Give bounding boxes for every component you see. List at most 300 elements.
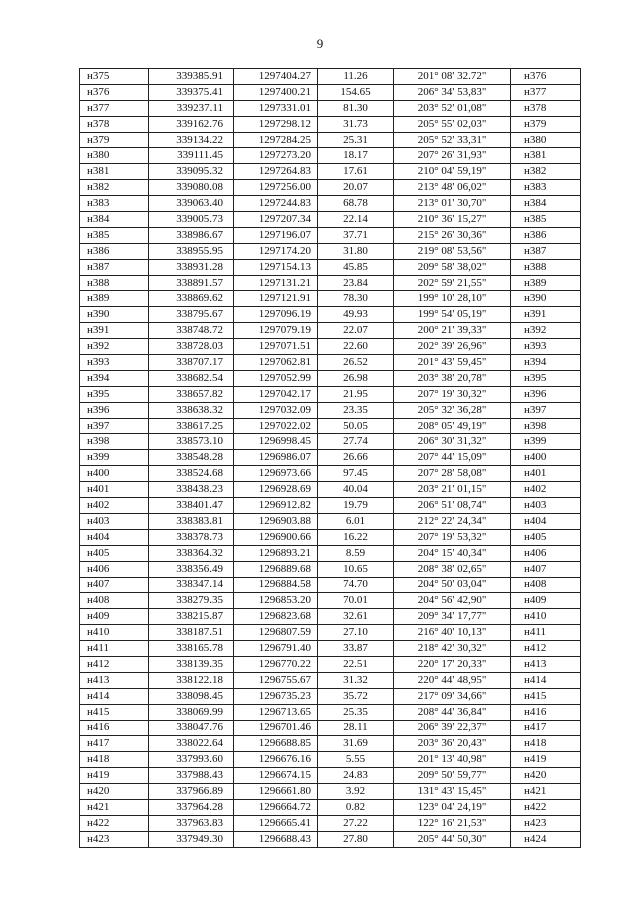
table-row (80, 275, 581, 291)
segment-length-cell: 21.95 (318, 386, 394, 402)
x-coordinate-cell: 338364.32 (149, 545, 234, 561)
direction-angle-cell: 205° 32' 36,28" (394, 402, 511, 418)
x-coordinate-cell: 338279.35 (149, 593, 234, 609)
direction-angle-cell: 203° 36' 20,43" (394, 736, 511, 752)
direction-angle-cell: 131° 43' 15,45" (394, 784, 511, 800)
x-coordinate-cell: 339385.91 (149, 69, 234, 85)
to-point-cell: н400 (511, 450, 581, 466)
coordinates-table-body (80, 69, 581, 848)
segment-length-cell: 70.01 (318, 593, 394, 609)
direction-angle-cell: 205° 55' 02,03" (394, 116, 511, 132)
from-point-cell: н403 (80, 513, 149, 529)
y-coordinate-cell: 1296912.82 (234, 498, 318, 514)
y-coordinate-cell: 1297174.20 (234, 243, 318, 259)
direction-angle-cell: 205° 52' 33,31" (394, 132, 511, 148)
table-row (80, 752, 581, 768)
direction-angle-cell: 213° 01' 30,70" (394, 196, 511, 212)
segment-length-cell: 10.65 (318, 561, 394, 577)
y-coordinate-cell: 1296661.80 (234, 784, 318, 800)
x-coordinate-cell: 338657.82 (149, 386, 234, 402)
table-row (80, 498, 581, 514)
y-coordinate-cell: 1297079.19 (234, 323, 318, 339)
table-row (80, 672, 581, 688)
from-point-cell: н411 (80, 641, 149, 657)
from-point-cell: н421 (80, 799, 149, 815)
x-coordinate-cell: 338047.76 (149, 720, 234, 736)
direction-angle-cell: 203° 38' 20,78" (394, 370, 511, 386)
table-row (80, 370, 581, 386)
to-point-cell: н421 (511, 784, 581, 800)
to-point-cell: н397 (511, 402, 581, 418)
y-coordinate-cell: 1296973.66 (234, 466, 318, 482)
to-point-cell: н386 (511, 227, 581, 243)
direction-angle-cell: 204° 56' 42,90" (394, 593, 511, 609)
x-coordinate-cell: 338748.72 (149, 323, 234, 339)
x-coordinate-cell: 338573.10 (149, 434, 234, 450)
to-point-cell: н383 (511, 180, 581, 196)
x-coordinate-cell: 338122.18 (149, 672, 234, 688)
x-coordinate-cell: 337963.83 (149, 815, 234, 831)
segment-length-cell: 17.61 (318, 164, 394, 180)
coordinates-table (79, 68, 581, 848)
segment-length-cell: 5.55 (318, 752, 394, 768)
to-point-cell: н423 (511, 815, 581, 831)
to-point-cell: н393 (511, 339, 581, 355)
table-row (80, 768, 581, 784)
y-coordinate-cell: 1296884.58 (234, 577, 318, 593)
table-row (80, 831, 581, 847)
segment-length-cell: 26.52 (318, 355, 394, 371)
y-coordinate-cell: 1297331.01 (234, 100, 318, 116)
x-coordinate-cell: 338401.47 (149, 498, 234, 514)
x-coordinate-cell: 338955.95 (149, 243, 234, 259)
x-coordinate-cell: 339111.45 (149, 148, 234, 164)
table-row (80, 100, 581, 116)
from-point-cell: н414 (80, 688, 149, 704)
segment-length-cell: 23.35 (318, 402, 394, 418)
from-point-cell: н393 (80, 355, 149, 371)
x-coordinate-cell: 337988.43 (149, 768, 234, 784)
direction-angle-cell: 219° 08' 53,56" (394, 243, 511, 259)
from-point-cell: н394 (80, 370, 149, 386)
y-coordinate-cell: 1296676.16 (234, 752, 318, 768)
table-row (80, 243, 581, 259)
segment-length-cell: 19.79 (318, 498, 394, 514)
segment-length-cell: 26.66 (318, 450, 394, 466)
to-point-cell: н420 (511, 768, 581, 784)
y-coordinate-cell: 1296665.41 (234, 815, 318, 831)
to-point-cell: н417 (511, 720, 581, 736)
from-point-cell: н379 (80, 132, 149, 148)
segment-length-cell: 97.45 (318, 466, 394, 482)
segment-length-cell: 50.05 (318, 418, 394, 434)
table-row (80, 704, 581, 720)
x-coordinate-cell: 337993.60 (149, 752, 234, 768)
from-point-cell: н419 (80, 768, 149, 784)
x-coordinate-cell: 338728.03 (149, 339, 234, 355)
from-point-cell: н391 (80, 323, 149, 339)
to-point-cell: н415 (511, 688, 581, 704)
direction-angle-cell: 218° 42' 30,32" (394, 641, 511, 657)
to-point-cell: н419 (511, 752, 581, 768)
y-coordinate-cell: 1297131.21 (234, 275, 318, 291)
direction-angle-cell: 216° 40' 10,13" (394, 625, 511, 641)
direction-angle-cell: 201° 08' 32.72" (394, 69, 511, 85)
table-row (80, 132, 581, 148)
page-number: 9 (316, 36, 324, 51)
x-coordinate-cell: 338098.45 (149, 688, 234, 704)
table-row (80, 641, 581, 657)
y-coordinate-cell: 1296770.22 (234, 656, 318, 672)
table-row (80, 259, 581, 275)
y-coordinate-cell: 1297071.51 (234, 339, 318, 355)
x-coordinate-cell: 338986.67 (149, 227, 234, 243)
y-coordinate-cell: 1297062.81 (234, 355, 318, 371)
table-row (80, 69, 581, 85)
to-point-cell: н379 (511, 116, 581, 132)
table-row (80, 291, 581, 307)
x-coordinate-cell: 338617.25 (149, 418, 234, 434)
to-point-cell: н381 (511, 148, 581, 164)
direction-angle-cell: 202° 39' 26,96" (394, 339, 511, 355)
direction-angle-cell: 210° 04' 59,19" (394, 164, 511, 180)
y-coordinate-cell: 1296928.69 (234, 482, 318, 498)
table-row (80, 577, 581, 593)
y-coordinate-cell: 1296986.07 (234, 450, 318, 466)
y-coordinate-cell: 1297256.00 (234, 180, 318, 196)
table-row (80, 434, 581, 450)
to-point-cell: н392 (511, 323, 581, 339)
table-row (80, 688, 581, 704)
from-point-cell: н376 (80, 84, 149, 100)
table-row (80, 212, 581, 228)
y-coordinate-cell: 1297404.27 (234, 69, 318, 85)
direction-angle-cell: 210° 36' 15,27" (394, 212, 511, 228)
direction-angle-cell: 208° 38' 02,65" (394, 561, 511, 577)
from-point-cell: н413 (80, 672, 149, 688)
from-point-cell: н400 (80, 466, 149, 482)
to-point-cell: н395 (511, 370, 581, 386)
to-point-cell: н402 (511, 482, 581, 498)
y-coordinate-cell: 1296903.88 (234, 513, 318, 529)
table-row (80, 736, 581, 752)
from-point-cell: н397 (80, 418, 149, 434)
to-point-cell: н401 (511, 466, 581, 482)
to-point-cell: н391 (511, 307, 581, 323)
x-coordinate-cell: 338707.17 (149, 355, 234, 371)
x-coordinate-cell: 338682.54 (149, 370, 234, 386)
to-point-cell: н378 (511, 100, 581, 116)
segment-length-cell: 25.35 (318, 704, 394, 720)
x-coordinate-cell: 337964.28 (149, 799, 234, 815)
y-coordinate-cell: 1297400.21 (234, 84, 318, 100)
from-point-cell: н388 (80, 275, 149, 291)
from-point-cell: н384 (80, 212, 149, 228)
from-point-cell: н402 (80, 498, 149, 514)
y-coordinate-cell: 1297096.19 (234, 307, 318, 323)
direction-angle-cell: 202° 59' 21,55" (394, 275, 511, 291)
segment-length-cell: 31.73 (318, 116, 394, 132)
from-point-cell: н416 (80, 720, 149, 736)
x-coordinate-cell: 337966.89 (149, 784, 234, 800)
x-coordinate-cell: 338931.28 (149, 259, 234, 275)
to-point-cell: н385 (511, 212, 581, 228)
y-coordinate-cell: 1297244.83 (234, 196, 318, 212)
table-row (80, 355, 581, 371)
from-point-cell: н380 (80, 148, 149, 164)
x-coordinate-cell: 338891.57 (149, 275, 234, 291)
y-coordinate-cell: 1296807.59 (234, 625, 318, 641)
x-coordinate-cell: 337949.30 (149, 831, 234, 847)
y-coordinate-cell: 1296755.67 (234, 672, 318, 688)
y-coordinate-cell: 1297264.83 (234, 164, 318, 180)
from-point-cell: н386 (80, 243, 149, 259)
segment-length-cell: 11.26 (318, 69, 394, 85)
direction-angle-cell: 217° 09' 34,66" (394, 688, 511, 704)
direction-angle-cell: 199° 10' 28,10" (394, 291, 511, 307)
x-coordinate-cell: 338022.64 (149, 736, 234, 752)
x-coordinate-cell: 338438.23 (149, 482, 234, 498)
table-row (80, 799, 581, 815)
y-coordinate-cell: 1296688.85 (234, 736, 318, 752)
segment-length-cell: 18.17 (318, 148, 394, 164)
table-row (80, 323, 581, 339)
from-point-cell: н415 (80, 704, 149, 720)
from-point-cell: н375 (80, 69, 149, 85)
direction-angle-cell: 208° 44' 36,84" (394, 704, 511, 720)
from-point-cell: н383 (80, 196, 149, 212)
segment-length-cell: 37.71 (318, 227, 394, 243)
from-point-cell: н418 (80, 752, 149, 768)
to-point-cell: н388 (511, 259, 581, 275)
from-point-cell: н417 (80, 736, 149, 752)
from-point-cell: н422 (80, 815, 149, 831)
y-coordinate-cell: 1297052.99 (234, 370, 318, 386)
segment-length-cell: 3.92 (318, 784, 394, 800)
from-point-cell: н392 (80, 339, 149, 355)
direction-angle-cell: 206° 39' 22,37" (394, 720, 511, 736)
from-point-cell: н408 (80, 593, 149, 609)
table-row (80, 513, 581, 529)
segment-length-cell: 31.80 (318, 243, 394, 259)
direction-angle-cell: 123° 04' 24,19" (394, 799, 511, 815)
from-point-cell: н405 (80, 545, 149, 561)
to-point-cell: н387 (511, 243, 581, 259)
to-point-cell: н377 (511, 84, 581, 100)
from-point-cell: н420 (80, 784, 149, 800)
to-point-cell: н394 (511, 355, 581, 371)
table-row (80, 402, 581, 418)
y-coordinate-cell: 1296674.15 (234, 768, 318, 784)
to-point-cell: н408 (511, 577, 581, 593)
x-coordinate-cell: 339237.11 (149, 100, 234, 116)
table-row (80, 307, 581, 323)
table-row (80, 656, 581, 672)
x-coordinate-cell: 338187.51 (149, 625, 234, 641)
x-coordinate-cell: 338165.78 (149, 641, 234, 657)
table-row (80, 386, 581, 402)
segment-length-cell: 27.22 (318, 815, 394, 831)
segment-length-cell: 40.04 (318, 482, 394, 498)
from-point-cell: н406 (80, 561, 149, 577)
from-point-cell: н396 (80, 402, 149, 418)
segment-length-cell: 31.69 (318, 736, 394, 752)
x-coordinate-cell: 338383.81 (149, 513, 234, 529)
from-point-cell: н409 (80, 609, 149, 625)
direction-angle-cell: 209° 50' 59,77" (394, 768, 511, 784)
table-row (80, 339, 581, 355)
to-point-cell: н404 (511, 513, 581, 529)
from-point-cell: н423 (80, 831, 149, 847)
segment-length-cell: 68.78 (318, 196, 394, 212)
y-coordinate-cell: 1297273.20 (234, 148, 318, 164)
x-coordinate-cell: 339095.32 (149, 164, 234, 180)
segment-length-cell: 45.85 (318, 259, 394, 275)
y-coordinate-cell: 1297298.12 (234, 116, 318, 132)
segment-length-cell: 27.10 (318, 625, 394, 641)
direction-angle-cell: 207° 28' 58,08" (394, 466, 511, 482)
y-coordinate-cell: 1296853.20 (234, 593, 318, 609)
segment-length-cell: 22.07 (318, 323, 394, 339)
y-coordinate-cell: 1296889.68 (234, 561, 318, 577)
x-coordinate-cell: 339375.41 (149, 84, 234, 100)
to-point-cell: н382 (511, 164, 581, 180)
table-row (80, 529, 581, 545)
segment-length-cell: 6.01 (318, 513, 394, 529)
y-coordinate-cell: 1296701.46 (234, 720, 318, 736)
y-coordinate-cell: 1297196.07 (234, 227, 318, 243)
segment-length-cell: 81.30 (318, 100, 394, 116)
y-coordinate-cell: 1297121.91 (234, 291, 318, 307)
table-row (80, 196, 581, 212)
segment-length-cell: 33.87 (318, 641, 394, 657)
from-point-cell: н377 (80, 100, 149, 116)
direction-angle-cell: 204° 15' 40,34" (394, 545, 511, 561)
direction-angle-cell: 213° 48' 06,02" (394, 180, 511, 196)
from-point-cell: н395 (80, 386, 149, 402)
direction-angle-cell: 199° 54' 05,19" (394, 307, 511, 323)
table-row (80, 625, 581, 641)
from-point-cell: н390 (80, 307, 149, 323)
segment-length-cell: 20.07 (318, 180, 394, 196)
segment-length-cell: 27.74 (318, 434, 394, 450)
to-point-cell: н398 (511, 418, 581, 434)
table-row (80, 450, 581, 466)
table-row (80, 609, 581, 625)
to-point-cell: н414 (511, 672, 581, 688)
to-point-cell: н418 (511, 736, 581, 752)
x-coordinate-cell: 339005.73 (149, 212, 234, 228)
to-point-cell: н409 (511, 593, 581, 609)
segment-length-cell: 74.70 (318, 577, 394, 593)
y-coordinate-cell: 1296791.40 (234, 641, 318, 657)
segment-length-cell: 8.59 (318, 545, 394, 561)
to-point-cell: н407 (511, 561, 581, 577)
to-point-cell: н412 (511, 641, 581, 657)
x-coordinate-cell: 338347.14 (149, 577, 234, 593)
direction-angle-cell: 207° 26' 31,93" (394, 148, 511, 164)
from-point-cell: н412 (80, 656, 149, 672)
direction-angle-cell: 220° 44' 48,95" (394, 672, 511, 688)
table-row (80, 561, 581, 577)
to-point-cell: н406 (511, 545, 581, 561)
to-point-cell: н390 (511, 291, 581, 307)
segment-length-cell: 0.82 (318, 799, 394, 815)
table-row (80, 116, 581, 132)
segment-length-cell: 22.14 (318, 212, 394, 228)
table-row (80, 545, 581, 561)
direction-angle-cell: 204° 50' 03,04" (394, 577, 511, 593)
to-point-cell: н410 (511, 609, 581, 625)
from-point-cell: н410 (80, 625, 149, 641)
to-point-cell: н416 (511, 704, 581, 720)
from-point-cell: н389 (80, 291, 149, 307)
to-point-cell: н396 (511, 386, 581, 402)
x-coordinate-cell: 338795.67 (149, 307, 234, 323)
to-point-cell: н422 (511, 799, 581, 815)
x-coordinate-cell: 338548.28 (149, 450, 234, 466)
x-coordinate-cell: 339162.76 (149, 116, 234, 132)
segment-length-cell: 16.22 (318, 529, 394, 545)
x-coordinate-cell: 339134.22 (149, 132, 234, 148)
to-point-cell: н376 (511, 69, 581, 85)
segment-length-cell: 154.65 (318, 84, 394, 100)
table-row (80, 720, 581, 736)
from-point-cell: н398 (80, 434, 149, 450)
direction-angle-cell: 206° 34' 53,83" (394, 84, 511, 100)
y-coordinate-cell: 1297022.02 (234, 418, 318, 434)
direction-angle-cell: 201° 13' 40,98" (394, 752, 511, 768)
segment-length-cell: 35.72 (318, 688, 394, 704)
from-point-cell: н399 (80, 450, 149, 466)
segment-length-cell: 25.31 (318, 132, 394, 148)
table-row (80, 148, 581, 164)
x-coordinate-cell: 338638.32 (149, 402, 234, 418)
segment-length-cell: 23.84 (318, 275, 394, 291)
to-point-cell: н405 (511, 529, 581, 545)
from-point-cell: н385 (80, 227, 149, 243)
to-point-cell: н389 (511, 275, 581, 291)
y-coordinate-cell: 1297154.13 (234, 259, 318, 275)
table-row (80, 164, 581, 180)
x-coordinate-cell: 338356.49 (149, 561, 234, 577)
x-coordinate-cell: 338378.73 (149, 529, 234, 545)
table-row (80, 815, 581, 831)
from-point-cell: н407 (80, 577, 149, 593)
segment-length-cell: 27.80 (318, 831, 394, 847)
direction-angle-cell: 205° 44' 50,30" (394, 831, 511, 847)
to-point-cell: н424 (511, 831, 581, 847)
x-coordinate-cell: 339080.08 (149, 180, 234, 196)
direction-angle-cell: 215° 26' 30,36" (394, 227, 511, 243)
from-point-cell: н401 (80, 482, 149, 498)
to-point-cell: н399 (511, 434, 581, 450)
segment-length-cell: 22.60 (318, 339, 394, 355)
direction-angle-cell: 122° 16' 21,53" (394, 815, 511, 831)
y-coordinate-cell: 1297207.34 (234, 212, 318, 228)
y-coordinate-cell: 1296688.43 (234, 831, 318, 847)
x-coordinate-cell: 338869.62 (149, 291, 234, 307)
direction-angle-cell: 200° 21' 39,33" (394, 323, 511, 339)
segment-length-cell: 49.93 (318, 307, 394, 323)
direction-angle-cell: 220° 17' 20,33" (394, 656, 511, 672)
direction-angle-cell: 212° 22' 24,34" (394, 513, 511, 529)
to-point-cell: н384 (511, 196, 581, 212)
from-point-cell: н381 (80, 164, 149, 180)
y-coordinate-cell: 1297284.25 (234, 132, 318, 148)
y-coordinate-cell: 1296735.23 (234, 688, 318, 704)
table-row (80, 593, 581, 609)
